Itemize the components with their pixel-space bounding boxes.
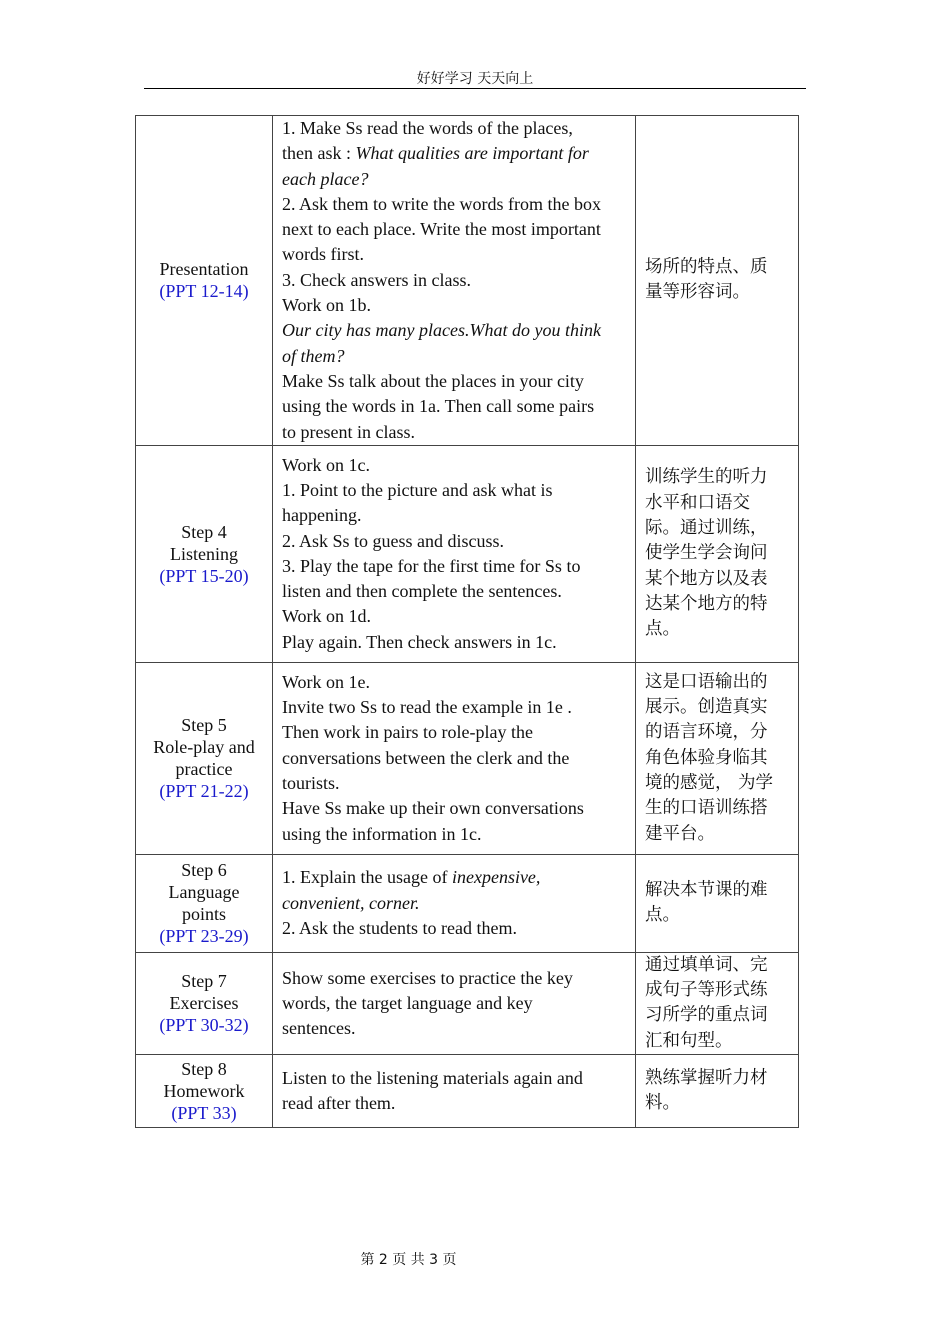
activity-line [282, 318, 626, 343]
activity-text: next to each place. Write the most important [282, 219, 601, 240]
activity-text: words, the target language and key [282, 992, 533, 1013]
page-footer: 第 2 页 共 3 页 [360, 1252, 457, 1268]
activity-line [282, 217, 626, 242]
step-label: Presentation [159, 259, 249, 280]
ppt-reference: (PPT 33) [171, 1103, 237, 1124]
activity-line [282, 1066, 626, 1091]
activity-text: using the words in 1a. Then call some pairs [282, 396, 595, 417]
step-label: Listening [170, 543, 238, 564]
lesson-plan-table [135, 115, 799, 1128]
purpose-cell [636, 1055, 799, 1128]
page-header: 好好学习 天天向上 [416, 71, 534, 87]
step-cell [136, 854, 273, 952]
purpose-line: 展示。创造真实 [645, 697, 768, 718]
ppt-reference: (PPT 12-14) [159, 281, 249, 302]
purpose-line: 境的感觉， 为学 [645, 773, 774, 793]
activity-text: 3. Play the tape for the first time for Ss to [282, 555, 581, 576]
activity-text: Then work in pairs to role-play the [282, 722, 533, 743]
purpose-cell [636, 952, 799, 1054]
activity-line [282, 822, 626, 847]
purpose-line: 熟练掌握听力材 [645, 1067, 768, 1088]
activity-cell [273, 445, 636, 662]
step-label: Language [168, 882, 240, 903]
step-label: Step 7 [181, 971, 227, 992]
activity-line [282, 746, 626, 771]
purpose-cell [636, 854, 799, 952]
activity-line [282, 293, 626, 318]
activity-line [282, 242, 626, 267]
activity-cell [273, 952, 636, 1054]
activity-text: 2. Ask the students to read them. [282, 918, 517, 938]
activity-text: Play again. Then check answers in 1c. [282, 631, 557, 652]
activity-line [282, 141, 626, 166]
activity-line [282, 579, 626, 604]
table-row [136, 445, 799, 662]
activity-line [282, 630, 626, 655]
activity-line [282, 369, 626, 394]
step-cell [136, 662, 273, 854]
activity-line [282, 453, 626, 478]
activity-text: Work on 1d. [282, 606, 372, 627]
activity-text: Work on 1b. [282, 295, 372, 316]
purpose-line: 解决本节课的难 [645, 880, 768, 901]
activity-line [282, 891, 626, 916]
step-label: practice [175, 759, 233, 780]
activity-line [282, 344, 626, 369]
purpose-line: 训练学生的听力 [645, 467, 768, 488]
purpose-line: 这是口语输出的 [645, 671, 768, 692]
activity-text: using the information in 1c. [282, 823, 482, 844]
step-cell [136, 952, 273, 1054]
purpose-line: 通过填单词、完 [645, 954, 768, 975]
activity-text: sentences. [282, 1018, 356, 1039]
purpose-line: 生的口语训练搭 [645, 798, 768, 819]
activity-text: Show some exercises to practice the key [282, 967, 573, 988]
activity-text: 3. Check answers in class. [282, 269, 471, 290]
activity-line [282, 916, 626, 941]
purpose-line: 点。 [645, 619, 680, 640]
activity-line [282, 604, 626, 629]
table-row [136, 662, 799, 854]
purpose-line: 场所的特点、质 [645, 257, 768, 278]
activity-text: to present in class. [282, 421, 415, 442]
activity-line [282, 503, 626, 528]
activity-text-italic: of them? [282, 345, 345, 366]
purpose-line: 使学生学会询问 [645, 543, 768, 564]
purpose-line: 某个地方以及表 [645, 568, 768, 589]
table-row [136, 952, 799, 1054]
ppt-reference: (PPT 21-22) [159, 781, 249, 802]
activity-text: conversations between the clerk and the [282, 747, 570, 768]
activity-line [282, 554, 626, 579]
activity-text: 1. Make Ss read the words of the places, [282, 118, 573, 138]
activity-text: 1. Explain the usage of [282, 867, 452, 888]
activity-line [282, 1016, 626, 1041]
activity-line [282, 796, 626, 821]
ppt-reference: (PPT 15-20) [159, 565, 249, 586]
activity-text: words first. [282, 244, 364, 265]
activity-line [282, 420, 626, 445]
purpose-line: 际。通过训练， [645, 517, 768, 538]
activity-text-italic: each place? [282, 168, 369, 189]
activity-text: Work on 1e. [282, 671, 371, 692]
activity-line [282, 991, 626, 1016]
activity-text: 2. Ask them to write the words from the box [282, 193, 601, 214]
step-label: Step 8 [181, 1059, 227, 1080]
purpose-line: 点。 [645, 905, 680, 926]
purpose-line: 汇和句型。 [645, 1030, 733, 1051]
purpose-line: 成句子等形式练 [645, 980, 768, 1001]
purpose-line: 达某个地方的特 [645, 593, 768, 614]
activity-text: tourists. [282, 773, 340, 793]
activity-line [282, 966, 626, 991]
step-label: Step 5 [181, 715, 227, 736]
activity-line [282, 116, 626, 141]
step-cell [136, 1055, 273, 1128]
activity-cell [273, 116, 636, 446]
activity-text: Work on 1c. [282, 454, 371, 475]
activity-line [282, 478, 626, 503]
ppt-reference: (PPT 23-29) [159, 926, 249, 947]
table-row [136, 116, 799, 446]
activity-line [282, 167, 626, 192]
activity-line [282, 192, 626, 217]
step-label: Step 4 [181, 521, 227, 542]
step-label: Homework [163, 1081, 245, 1102]
step-label: Step 6 [181, 860, 227, 881]
activity-line [282, 394, 626, 419]
activity-text: 1. Point to the picture and ask what is [282, 479, 553, 500]
activity-text: read after them. [282, 1093, 396, 1114]
step-cell [136, 445, 273, 662]
activity-text: then ask : [282, 143, 356, 164]
activity-line [282, 720, 626, 745]
activity-text-italic: What qualities are important for [355, 143, 589, 164]
activity-text: 2. Ask Ss to guess and discuss. [282, 530, 505, 551]
activity-line [282, 695, 626, 720]
activity-cell [273, 1055, 636, 1128]
step-label: Role-play and [153, 737, 255, 758]
purpose-line: 水平和口语交 [645, 492, 750, 513]
activity-text: Invite two Ss to read the example in 1e . [282, 697, 572, 718]
activity-text: Have Ss make up their own conversations [282, 798, 584, 819]
table-row [136, 854, 799, 952]
purpose-line: 的语言环境，分 [645, 722, 768, 743]
activity-text: Listen to the listening materials again and [282, 1067, 583, 1088]
activity-line [282, 268, 626, 293]
purpose-line: 建平台。 [645, 823, 715, 844]
activity-line [282, 771, 626, 796]
activity-text: listen and then complete the sentences. [282, 581, 562, 602]
purpose-cell [636, 116, 799, 446]
activity-cell [273, 662, 636, 854]
purpose-line: 角色体验身临其 [645, 747, 768, 768]
header-rule [144, 88, 806, 89]
activity-cell [273, 854, 636, 952]
activity-line [282, 1091, 626, 1116]
purpose-cell [636, 445, 799, 662]
step-cell [136, 116, 273, 446]
purpose-line: 量等形容词。 [645, 282, 750, 303]
step-label: points [181, 904, 226, 925]
activity-text: happening. [282, 505, 362, 526]
activity-text-italic: Our city has many places.What do you think [282, 320, 601, 341]
purpose-cell [636, 662, 799, 854]
activity-line [282, 865, 626, 890]
purpose-line: 料。 [645, 1093, 680, 1114]
table-row [136, 1055, 799, 1128]
activity-line [282, 670, 626, 695]
activity-text-italic: convenient, corner. [282, 892, 420, 913]
activity-line [282, 529, 626, 554]
ppt-reference: (PPT 30-32) [159, 1015, 249, 1036]
purpose-line: 习所学的重点词 [645, 1005, 768, 1026]
activity-text: Make Ss talk about the places in your city [282, 370, 584, 391]
activity-text-italic: inexpensive, [451, 867, 541, 888]
step-label: Exercises [169, 993, 239, 1014]
